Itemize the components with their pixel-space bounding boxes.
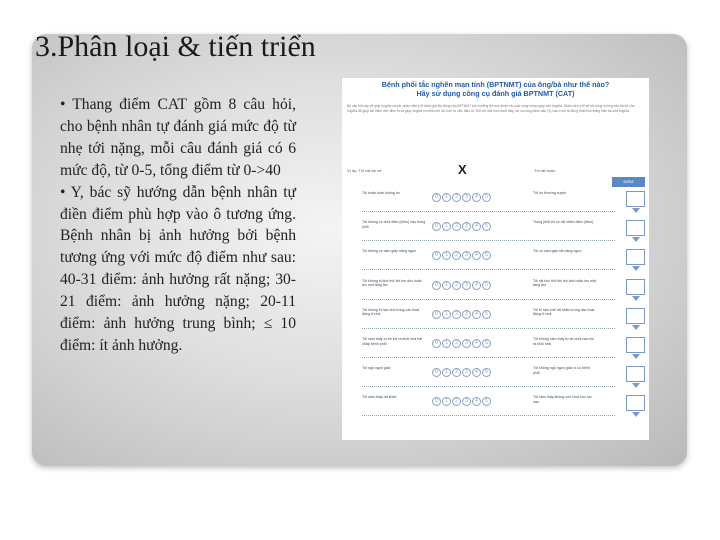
score-option[interactable]: 4 [472, 339, 481, 348]
bullet-paragraph-2: • Y, bác sỹ hướng dẫn bệnh nhân tự điền điểm phù hợp vào ô tương ứng. Bệnh nhân bị ảnh hưởng bởi bệnh tương ứng với mức độ điểm như sau: 40-31 điểm: ảnh hưởng rất nặng; 30-21 điểm: ảnh hưởng nặng; 20-11 điểm: ảnh hưởng trung bình; ≤ 10 điểm: ít ảnh hưởng. [60, 183, 296, 354]
row-divider [362, 328, 615, 329]
score-scale [432, 368, 491, 377]
score-option[interactable]: 2 [452, 397, 461, 406]
question-row [347, 364, 645, 393]
example-row [347, 162, 644, 177]
score-option[interactable]: 2 [452, 281, 461, 290]
question-row [347, 247, 645, 276]
score-option[interactable]: 3 [462, 222, 471, 231]
row-divider [362, 386, 615, 387]
score-option[interactable]: 4 [472, 310, 481, 319]
score-option[interactable]: 3 [462, 251, 471, 260]
score-option[interactable]: 3 [462, 368, 471, 377]
question-left-label: Tôi cảm thấy rất khỏe [362, 395, 397, 400]
score-option[interactable]: 5 [482, 310, 491, 319]
form-instructions: Bộ câu hỏi này sẽ giúp ông/bà và các nhân viên y tế đánh giá tác động của BPTNMT ảnh hưởng lên sức khỏe và cuộc sống hàng ngày của ông/bà. Nhân viên y tế sẽ sử dụng những câu trả lời của ông/bà để giúp cải thiện việc điều trị và giúp ông/bà có nhiều lợi ích hơn từ việc điều trị. Đối với mỗi mục dưới đây, xin vui lòng đánh dấu (X) vào ô mô tả đúng nhất tình trạng hiện tại của ông/bà. [347, 104, 635, 113]
row-divider [362, 240, 615, 241]
score-option[interactable]: 1 [442, 339, 451, 348]
question-right-label: Tôi rất khó thở khi leo dốc hoặc leo một tầng lầu [533, 278, 597, 288]
score-option[interactable]: 0 [432, 193, 441, 202]
form-heading [342, 80, 649, 98]
question-row [347, 335, 645, 364]
question-left-label: Tôi không bị hạn chế trong các hoạt động ở nhà [362, 307, 420, 317]
question-right-label: Tôi có cảm giác rất nặng ngực [533, 249, 582, 254]
score-scale [432, 310, 491, 319]
score-box[interactable] [626, 191, 645, 207]
score-option[interactable]: 0 [432, 310, 441, 319]
score-box[interactable] [626, 279, 645, 295]
score-option[interactable]: 0 [432, 281, 441, 290]
question-row [347, 189, 645, 218]
question-rows [347, 189, 645, 423]
score-option[interactable]: 3 [462, 281, 471, 290]
example-left-label: Ví dụ: Tôi rất vui vẻ [347, 168, 382, 173]
arrow-down-icon [632, 412, 640, 417]
score-option[interactable]: 3 [462, 310, 471, 319]
example-mark: X [458, 162, 467, 177]
score-option[interactable]: 0 [432, 251, 441, 260]
question-left-label: Tôi không có chút đàm (đờm) nào trong phổi [362, 220, 426, 229]
question-left-label: Tôi không có cảm giác nặng ngực [362, 249, 417, 254]
score-option[interactable]: 4 [472, 368, 481, 377]
row-divider [362, 211, 615, 212]
row-divider [362, 269, 615, 270]
score-box[interactable] [626, 308, 645, 324]
slide-title: 3.Phân loại & tiến triển [35, 30, 316, 63]
score-option[interactable]: 5 [482, 222, 491, 231]
question-right-label: Tôi không ngủ ngon giấc vì có bệnh phổi [533, 366, 590, 375]
bullet-paragraph-1: • Thang điểm CAT gồm 8 câu hỏi, cho bệnh nhân tự đánh giá mức độ từ nhẹ tới nặng, mỗi câu đánh giá có 6 mức độ, từ 0-5, tổng điểm từ 0->40 [60, 96, 296, 179]
question-right-label: Tôi bị hạn chế rất nhiều trong các hoạt động ở nhà [533, 307, 595, 317]
score-option[interactable]: 3 [462, 193, 471, 202]
score-option[interactable]: 2 [452, 310, 461, 319]
question-right-label: Trong phổi tôi có rất nhiều đàm (đờm) [533, 220, 594, 225]
score-column-header: ĐIỂM [612, 177, 645, 187]
question-row [347, 277, 645, 306]
example-right-label: Tôi rất buồn [534, 168, 556, 173]
question-right-label: Tôi không cảm thấy tự tin chút nào khi ra khỏi nhà [533, 336, 594, 346]
score-option[interactable]: 4 [472, 251, 481, 260]
score-option[interactable]: 1 [442, 368, 451, 377]
score-box[interactable] [626, 395, 645, 411]
score-option[interactable]: 5 [482, 251, 491, 260]
question-row [347, 393, 645, 422]
score-option[interactable]: 5 [482, 281, 491, 290]
score-option[interactable]: 3 [462, 397, 471, 406]
score-scale [432, 339, 491, 348]
score-option[interactable]: 0 [432, 397, 441, 406]
score-option[interactable]: 1 [442, 222, 451, 231]
question-right-label: Tôi ho thường xuyên [533, 191, 567, 195]
arrow-down-icon [632, 325, 640, 330]
score-option[interactable]: 2 [452, 193, 461, 202]
score-option[interactable]: 2 [452, 368, 461, 377]
arrow-down-icon [632, 237, 640, 242]
cat-questionnaire-image [342, 78, 649, 440]
arrow-down-icon [632, 354, 640, 359]
question-left-label: Tôi hoàn toàn không ho [362, 191, 400, 195]
question-left-label: Tôi ngủ ngon giấc [362, 366, 391, 371]
score-option[interactable]: 5 [482, 339, 491, 348]
row-divider [362, 299, 615, 300]
row-divider [362, 415, 615, 416]
score-option[interactable]: 5 [482, 397, 491, 406]
row-divider [362, 357, 615, 358]
score-option[interactable]: 1 [442, 193, 451, 202]
score-option[interactable]: 5 [482, 193, 491, 202]
score-box[interactable] [626, 366, 645, 382]
score-scale [432, 193, 491, 202]
score-option[interactable]: 2 [452, 222, 461, 231]
score-box[interactable] [626, 220, 645, 236]
arrow-down-icon [632, 208, 640, 213]
question-row [347, 218, 645, 247]
score-option[interactable]: 4 [472, 397, 481, 406]
score-scale [432, 281, 491, 290]
score-option[interactable]: 5 [482, 368, 491, 377]
score-option[interactable]: 1 [442, 397, 451, 406]
score-option[interactable]: 4 [472, 222, 481, 231]
score-scale [432, 222, 491, 231]
score-option[interactable]: 0 [432, 339, 441, 348]
question-right-label: Tôi cảm thấy không còn chút sức lực nào [533, 395, 592, 404]
arrow-down-icon [632, 266, 640, 271]
score-box[interactable] [626, 337, 645, 353]
form-title-2: Hãy sử dụng công cụ đánh giá BPTNMT (CAT) [416, 89, 575, 98]
score-scale [432, 397, 491, 406]
score-option[interactable]: 1 [442, 281, 451, 290]
question-left-label: Tôi không bị khó thở khi leo dốc hoặc leo một tầng lầu [362, 278, 422, 288]
slide-body-text [60, 94, 296, 357]
score-option[interactable]: 3 [462, 339, 471, 348]
score-option[interactable]: 2 [452, 251, 461, 260]
score-option[interactable]: 4 [472, 193, 481, 202]
question-left-label: Tôi cảm thấy tự tin khi ra khỏi nhà bất chấp bệnh phổi [362, 336, 423, 346]
score-option[interactable]: 2 [452, 339, 461, 348]
score-box[interactable] [626, 249, 645, 265]
score-option[interactable]: 1 [442, 310, 451, 319]
score-option[interactable]: 1 [442, 251, 451, 260]
arrow-down-icon [632, 296, 640, 301]
score-option[interactable]: 4 [472, 281, 481, 290]
form-title-1: Bệnh phổi tắc nghẽn mạn tính (BPTNMT) của ông/bà như thế nào? [381, 80, 610, 89]
question-row [347, 306, 645, 335]
score-option[interactable]: 0 [432, 222, 441, 231]
arrow-down-icon [632, 383, 640, 388]
score-scale [432, 251, 491, 260]
score-option[interactable]: 0 [432, 368, 441, 377]
